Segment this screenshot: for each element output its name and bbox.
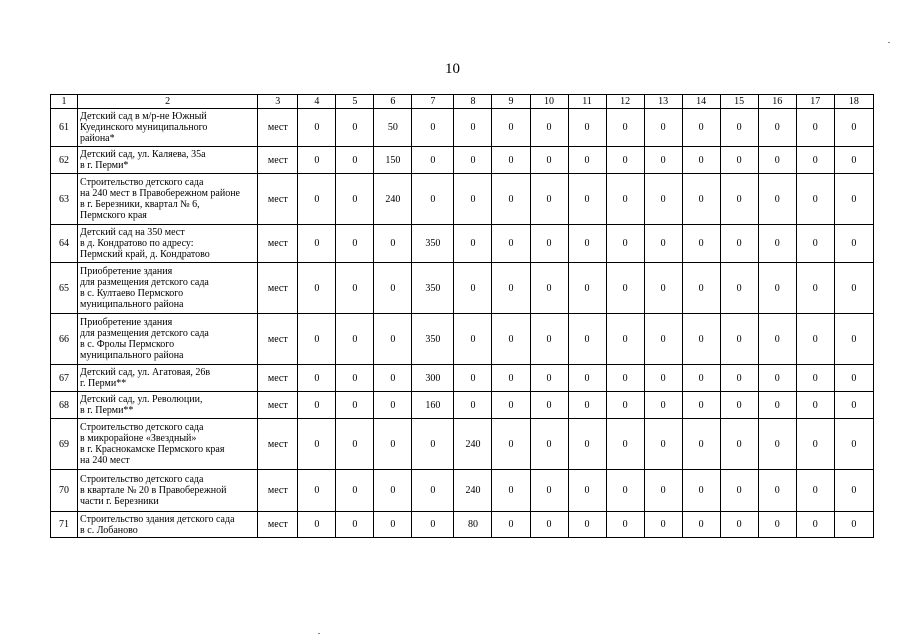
row-number: 69 xyxy=(51,419,78,470)
column-header: 18 xyxy=(834,95,873,109)
value-cell: 0 xyxy=(644,512,682,538)
value-cell: 0 xyxy=(834,225,873,263)
value-cell: 0 xyxy=(454,365,492,392)
column-header: 12 xyxy=(606,95,644,109)
value-cell: 0 xyxy=(298,147,336,174)
row-number: 65 xyxy=(51,263,78,314)
value-cell: 0 xyxy=(644,365,682,392)
column-header: 7 xyxy=(412,95,454,109)
column-header: 1 xyxy=(51,95,78,109)
value-cell: 0 xyxy=(758,147,796,174)
value-cell: 0 xyxy=(720,419,758,470)
value-cell: 0 xyxy=(492,392,530,419)
row-number: 68 xyxy=(51,392,78,419)
value-cell: 0 xyxy=(834,263,873,314)
table-row xyxy=(51,225,874,263)
object-name-line: в с. Лобаново xyxy=(80,524,138,536)
value-cell: 0 xyxy=(412,419,454,470)
object-name-line: в с. Фролы Пермского xyxy=(80,339,175,350)
value-cell: 0 xyxy=(412,512,454,538)
value-cell: 0 xyxy=(568,314,606,365)
value-cell: 0 xyxy=(412,109,454,147)
value-cell: 240 xyxy=(374,174,412,225)
value-cell: 0 xyxy=(682,470,720,512)
value-cell: 0 xyxy=(644,147,682,174)
object-name xyxy=(78,512,258,538)
unit-cell: мест xyxy=(258,470,298,512)
column-header: 17 xyxy=(796,95,834,109)
value-cell: 0 xyxy=(568,225,606,263)
value-cell: 0 xyxy=(720,109,758,147)
unit-cell: мест xyxy=(258,263,298,314)
object-name-line: Пермский край, д. Кондратово xyxy=(80,249,210,260)
value-cell: 0 xyxy=(720,174,758,225)
unit-cell: мест xyxy=(258,109,298,147)
value-cell: 0 xyxy=(412,147,454,174)
value-cell: 0 xyxy=(834,392,873,419)
object-name-line: в д. Кондратово по адресу: xyxy=(80,238,194,249)
value-cell: 0 xyxy=(758,365,796,392)
value-cell: 0 xyxy=(454,109,492,147)
value-cell: 0 xyxy=(530,147,568,174)
value-cell: 0 xyxy=(644,174,682,225)
value-cell: 0 xyxy=(530,470,568,512)
value-cell: 0 xyxy=(568,512,606,538)
value-cell: 0 xyxy=(834,314,873,365)
object-name-line: Строительство здания детского сада xyxy=(80,513,235,525)
object-name-line: Детский сад, ул. Агатовая, 26в xyxy=(80,367,211,378)
value-cell: 0 xyxy=(834,512,873,538)
data-table xyxy=(50,94,874,538)
object-name-line: на 240 мест в Правобережном районе xyxy=(80,188,240,199)
value-cell: 0 xyxy=(530,419,568,470)
value-cell: 0 xyxy=(682,263,720,314)
value-cell: 0 xyxy=(720,512,758,538)
row-number: 61 xyxy=(51,109,78,147)
value-cell: 0 xyxy=(606,225,644,263)
object-name-line: в г. Перми* xyxy=(80,160,129,171)
object-name-line: части г. Березники xyxy=(80,496,159,507)
value-cell: 80 xyxy=(454,512,492,538)
value-cell: 0 xyxy=(796,147,834,174)
column-header: 8 xyxy=(454,95,492,109)
value-cell: 0 xyxy=(568,147,606,174)
value-cell: 0 xyxy=(298,392,336,419)
object-name xyxy=(78,365,258,392)
unit-cell: мест xyxy=(258,365,298,392)
object-name-line: Детский сад на 350 мест xyxy=(80,227,185,238)
object-name xyxy=(78,314,258,365)
column-header: 15 xyxy=(720,95,758,109)
value-cell: 0 xyxy=(336,109,374,147)
value-cell: 0 xyxy=(568,470,606,512)
value-cell: 0 xyxy=(758,392,796,419)
value-cell: 0 xyxy=(298,365,336,392)
value-cell: 0 xyxy=(758,470,796,512)
column-header: 11 xyxy=(568,95,606,109)
value-cell: 0 xyxy=(454,392,492,419)
column-header: 5 xyxy=(336,95,374,109)
value-cell: 0 xyxy=(682,419,720,470)
value-cell: 0 xyxy=(336,392,374,419)
value-cell: 0 xyxy=(682,225,720,263)
value-cell: 0 xyxy=(336,314,374,365)
value-cell: 0 xyxy=(336,225,374,263)
value-cell: 0 xyxy=(298,109,336,147)
table-row xyxy=(51,314,874,365)
value-cell: 350 xyxy=(412,263,454,314)
value-cell: 0 xyxy=(298,225,336,263)
value-cell: 0 xyxy=(374,470,412,512)
value-cell: 0 xyxy=(298,314,336,365)
value-cell: 0 xyxy=(374,314,412,365)
value-cell: 0 xyxy=(374,365,412,392)
value-cell: 0 xyxy=(298,174,336,225)
object-name-line: Куединского муниципального xyxy=(80,122,208,133)
table-row xyxy=(51,147,874,174)
unit-cell: мест xyxy=(258,392,298,419)
value-cell: 0 xyxy=(720,365,758,392)
value-cell: 0 xyxy=(530,174,568,225)
value-cell: 0 xyxy=(644,470,682,512)
value-cell: 350 xyxy=(412,225,454,263)
unit-cell: мест xyxy=(258,174,298,225)
value-cell: 0 xyxy=(492,109,530,147)
value-cell: 0 xyxy=(568,174,606,225)
value-cell: 0 xyxy=(374,263,412,314)
value-cell: 0 xyxy=(606,470,644,512)
value-cell: 0 xyxy=(492,314,530,365)
object-name-line: для размещения детского сада xyxy=(80,328,209,339)
value-cell: 0 xyxy=(720,225,758,263)
value-cell: 0 xyxy=(336,174,374,225)
header-row xyxy=(51,95,874,109)
value-cell: 0 xyxy=(454,263,492,314)
value-cell: 0 xyxy=(720,147,758,174)
object-name-line: Детский сад, ул. Каляева, 35а xyxy=(80,149,206,160)
value-cell: 0 xyxy=(412,470,454,512)
value-cell: 0 xyxy=(758,314,796,365)
value-cell: 240 xyxy=(454,419,492,470)
value-cell: 0 xyxy=(374,392,412,419)
value-cell: 0 xyxy=(530,263,568,314)
value-cell: 0 xyxy=(758,263,796,314)
object-name xyxy=(78,225,258,263)
value-cell: 0 xyxy=(796,392,834,419)
object-name-line: Пермского края xyxy=(80,210,147,221)
page-number: 10 xyxy=(445,61,460,77)
value-cell: 0 xyxy=(530,392,568,419)
column-header: 6 xyxy=(374,95,412,109)
row-number: 62 xyxy=(51,147,78,174)
table-row xyxy=(51,174,874,225)
table-row xyxy=(51,109,874,147)
table-row xyxy=(51,470,874,512)
value-cell: 0 xyxy=(720,392,758,419)
value-cell: 0 xyxy=(796,263,834,314)
value-cell: 160 xyxy=(412,392,454,419)
object-name-line: Приобретение здания xyxy=(80,266,173,277)
column-header: 13 xyxy=(644,95,682,109)
table-row xyxy=(51,512,874,538)
value-cell: 0 xyxy=(298,512,336,538)
row-number: 64 xyxy=(51,225,78,263)
row-number: 71 xyxy=(51,512,78,538)
object-name-line: Строительство детского сада xyxy=(80,422,204,433)
table-row xyxy=(51,263,874,314)
unit-cell: мест xyxy=(258,147,298,174)
value-cell: 0 xyxy=(682,109,720,147)
object-name-line: в квартале № 20 в Правобережной xyxy=(80,485,227,496)
object-name-line: муниципального района xyxy=(80,350,184,361)
value-cell: 0 xyxy=(644,392,682,419)
column-header: 2 xyxy=(78,95,258,109)
scan-mark xyxy=(888,42,890,43)
value-cell: 0 xyxy=(682,365,720,392)
value-cell: 300 xyxy=(412,365,454,392)
column-header: 10 xyxy=(530,95,568,109)
value-cell: 0 xyxy=(796,512,834,538)
column-header: 9 xyxy=(492,95,530,109)
value-cell: 0 xyxy=(298,470,336,512)
value-cell: 0 xyxy=(454,174,492,225)
value-cell: 0 xyxy=(336,365,374,392)
value-cell: 0 xyxy=(492,470,530,512)
row-number: 67 xyxy=(51,365,78,392)
value-cell: 0 xyxy=(834,419,873,470)
object-name xyxy=(78,263,258,314)
object-name-line: в с. Култаево Пермского xyxy=(80,288,184,299)
object-name-line: в г. Краснокамске Пермского края xyxy=(80,444,225,455)
value-cell: 0 xyxy=(492,512,530,538)
value-cell: 0 xyxy=(492,419,530,470)
value-cell: 0 xyxy=(336,419,374,470)
value-cell: 0 xyxy=(796,225,834,263)
value-cell: 0 xyxy=(682,392,720,419)
object-name-line: в г. Перми** xyxy=(80,405,134,416)
column-header: 14 xyxy=(682,95,720,109)
column-header: 4 xyxy=(298,95,336,109)
unit-cell: мест xyxy=(258,419,298,470)
value-cell: 0 xyxy=(568,419,606,470)
value-cell: 0 xyxy=(606,263,644,314)
object-name xyxy=(78,109,258,147)
object-name-line: района* xyxy=(80,133,115,144)
value-cell: 0 xyxy=(644,109,682,147)
object-name-line: муниципального района xyxy=(80,299,184,310)
value-cell: 0 xyxy=(834,109,873,147)
value-cell: 0 xyxy=(530,109,568,147)
value-cell: 0 xyxy=(758,225,796,263)
object-name-line: г. Перми** xyxy=(80,378,127,389)
value-cell: 0 xyxy=(644,314,682,365)
object-name xyxy=(78,470,258,512)
value-cell: 350 xyxy=(412,314,454,365)
value-cell: 0 xyxy=(606,109,644,147)
value-cell: 0 xyxy=(298,419,336,470)
object-name-line: в г. Березники, квартал № 6, xyxy=(80,199,200,210)
row-number: 66 xyxy=(51,314,78,365)
table-row xyxy=(51,392,874,419)
value-cell: 0 xyxy=(758,512,796,538)
value-cell: 0 xyxy=(606,174,644,225)
object-name xyxy=(78,419,258,470)
value-cell: 0 xyxy=(568,365,606,392)
value-cell: 0 xyxy=(374,419,412,470)
unit-cell: мест xyxy=(258,512,298,538)
value-cell: 0 xyxy=(454,225,492,263)
value-cell: 0 xyxy=(796,365,834,392)
value-cell: 0 xyxy=(336,470,374,512)
value-cell: 0 xyxy=(530,314,568,365)
object-name-line: для размещения детского сада xyxy=(80,277,209,288)
object-name-line: Строительство детского сада xyxy=(80,177,204,188)
value-cell: 0 xyxy=(530,365,568,392)
value-cell: 0 xyxy=(492,263,530,314)
value-cell: 0 xyxy=(530,512,568,538)
value-cell: 0 xyxy=(606,147,644,174)
value-cell: 0 xyxy=(758,419,796,470)
value-cell: 0 xyxy=(834,174,873,225)
value-cell: 0 xyxy=(682,314,720,365)
value-cell: 0 xyxy=(568,392,606,419)
value-cell: 0 xyxy=(796,174,834,225)
object-name xyxy=(78,174,258,225)
value-cell: 0 xyxy=(758,174,796,225)
value-cell: 240 xyxy=(454,470,492,512)
table-row xyxy=(51,365,874,392)
value-cell: 0 xyxy=(834,470,873,512)
value-cell: 0 xyxy=(606,419,644,470)
value-cell: 0 xyxy=(492,225,530,263)
value-cell: 0 xyxy=(796,470,834,512)
value-cell: 0 xyxy=(374,225,412,263)
value-cell: 0 xyxy=(374,512,412,538)
object-name xyxy=(78,147,258,174)
row-number: 63 xyxy=(51,174,78,225)
scan-mark xyxy=(318,633,320,634)
value-cell: 0 xyxy=(720,314,758,365)
value-cell: 0 xyxy=(336,147,374,174)
value-cell: 0 xyxy=(606,314,644,365)
unit-cell: мест xyxy=(258,314,298,365)
value-cell: 0 xyxy=(492,365,530,392)
value-cell: 0 xyxy=(834,365,873,392)
value-cell: 0 xyxy=(530,225,568,263)
object-name-line: на 240 мест xyxy=(80,455,130,466)
value-cell: 0 xyxy=(682,147,720,174)
value-cell: 0 xyxy=(298,263,336,314)
value-cell: 0 xyxy=(796,109,834,147)
unit-cell: мест xyxy=(258,225,298,263)
value-cell: 0 xyxy=(568,263,606,314)
value-cell: 0 xyxy=(682,512,720,538)
value-cell: 0 xyxy=(336,512,374,538)
value-cell: 0 xyxy=(758,109,796,147)
table-row xyxy=(51,419,874,470)
value-cell: 0 xyxy=(336,263,374,314)
value-cell: 0 xyxy=(720,263,758,314)
value-cell: 0 xyxy=(492,174,530,225)
object-name-line: Детский сад в м/р-не Южный xyxy=(80,111,207,122)
value-cell: 0 xyxy=(568,109,606,147)
value-cell: 0 xyxy=(720,470,758,512)
value-cell: 0 xyxy=(682,174,720,225)
column-header: 16 xyxy=(758,95,796,109)
value-cell: 0 xyxy=(796,314,834,365)
object-name-line: Строительство детского сада xyxy=(80,474,204,485)
object-name-line: Приобретение здания xyxy=(80,317,173,328)
value-cell: 0 xyxy=(796,419,834,470)
value-cell: 0 xyxy=(454,314,492,365)
value-cell: 0 xyxy=(606,365,644,392)
value-cell: 0 xyxy=(644,419,682,470)
value-cell: 0 xyxy=(492,147,530,174)
value-cell: 50 xyxy=(374,109,412,147)
object-name xyxy=(78,392,258,419)
value-cell: 0 xyxy=(412,174,454,225)
value-cell: 0 xyxy=(834,147,873,174)
value-cell: 0 xyxy=(454,147,492,174)
value-cell: 0 xyxy=(644,263,682,314)
row-number: 70 xyxy=(51,470,78,512)
value-cell: 0 xyxy=(606,392,644,419)
column-header: 3 xyxy=(258,95,298,109)
value-cell: 150 xyxy=(374,147,412,174)
value-cell: 0 xyxy=(606,512,644,538)
object-name-line: Детский сад, ул. Революции, xyxy=(80,394,203,405)
object-name-line: в микрорайоне «Звездный» xyxy=(80,433,197,444)
value-cell: 0 xyxy=(644,225,682,263)
